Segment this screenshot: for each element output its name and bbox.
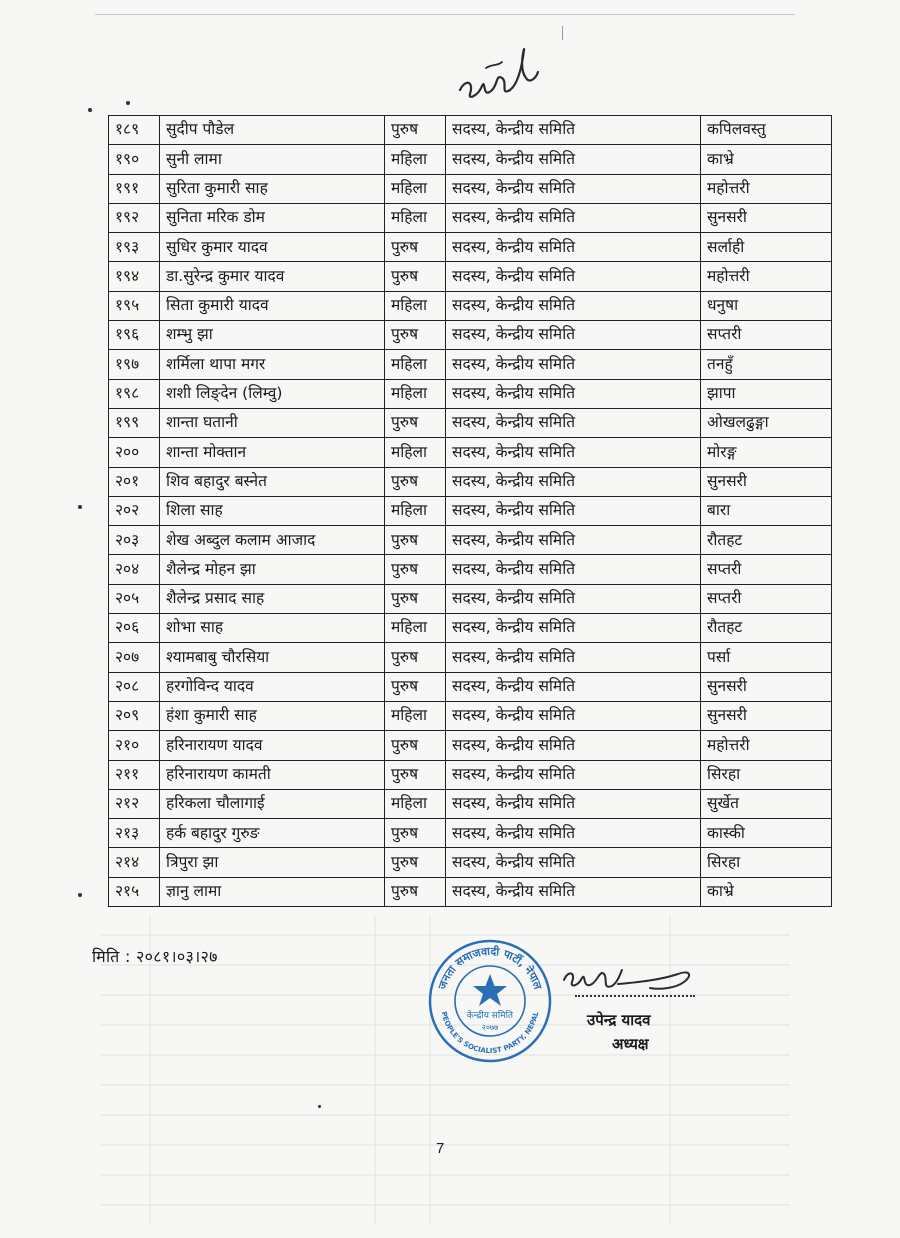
- table-row: [109, 438, 832, 467]
- serial-number-cell: २००: [109, 438, 160, 467]
- post-cell: सदस्य, केन्द्रीय समिति: [446, 379, 701, 408]
- gender-cell: महिला: [385, 701, 446, 730]
- seal-year: २०७७: [481, 1023, 499, 1032]
- serial-number-cell: २०४: [109, 555, 160, 584]
- district-cell: पर्सा: [701, 643, 832, 672]
- post-cell: सदस्य, केन्द्रीय समिति: [446, 438, 701, 467]
- district-cell: बारा: [701, 496, 832, 525]
- district-cell: रौतहट: [701, 614, 832, 643]
- post-cell: सदस्य, केन्द्रीय समिति: [446, 731, 701, 760]
- gender-cell: पुरुष: [385, 584, 446, 613]
- table-row: [109, 145, 832, 174]
- serial-number-cell: २०२: [109, 496, 160, 525]
- post-cell: सदस्य, केन्द्रीय समिति: [446, 877, 701, 906]
- district-cell: झापा: [701, 379, 832, 408]
- member-name-cell: शम्भु झा: [160, 321, 385, 350]
- serial-number-cell: १९६: [109, 321, 160, 350]
- table-row: [109, 496, 832, 525]
- member-name-cell: सुनी लामा: [160, 145, 385, 174]
- member-name-cell: शर्मिला थापा मगर: [160, 350, 385, 379]
- post-cell: सदस्य, केन्द्रीय समिति: [446, 701, 701, 730]
- gender-cell: पुरुष: [385, 116, 446, 145]
- post-cell: सदस्य, केन्द्रीय समिति: [446, 496, 701, 525]
- serial-number-cell: २०३: [109, 526, 160, 555]
- gender-cell: महिला: [385, 496, 446, 525]
- post-cell: सदस्य, केन्द्रीय समिति: [446, 555, 701, 584]
- gender-cell: महिला: [385, 145, 446, 174]
- gender-cell: पुरुष: [385, 877, 446, 906]
- member-name-cell: शशी लिङ्देन (लिम्वु): [160, 379, 385, 408]
- scan-mark: [562, 26, 563, 40]
- table-row: [109, 116, 832, 145]
- serial-number-cell: २१३: [109, 819, 160, 848]
- serial-number-cell: १९२: [109, 203, 160, 232]
- serial-number-cell: २०१: [109, 467, 160, 496]
- gender-cell: महिला: [385, 203, 446, 232]
- district-cell: सुनसरी: [701, 701, 832, 730]
- district-cell: सर्लाही: [701, 233, 832, 262]
- member-name-cell: हंशा कुमारी साह: [160, 701, 385, 730]
- member-name-cell: शान्ता घतानी: [160, 408, 385, 437]
- table-row: [109, 672, 832, 701]
- post-cell: सदस्य, केन्द्रीय समिति: [446, 145, 701, 174]
- member-name-cell: श्यामबाबु चौरसिया: [160, 643, 385, 672]
- member-name-cell: डा.सुरेन्द्र कुमार यादव: [160, 262, 385, 291]
- gender-cell: पुरुष: [385, 848, 446, 877]
- gender-cell: महिला: [385, 438, 446, 467]
- table-row: [109, 584, 832, 613]
- scan-speck: [78, 505, 82, 509]
- district-cell: सुनसरी: [701, 203, 832, 232]
- seal-org-english: PEOPLE'S SOCIALIST PARTY, NEPAL: [439, 1010, 541, 1056]
- date-line: मिति : २०८१।०३।२७: [92, 947, 218, 966]
- district-cell: मोरङ्ग: [701, 438, 832, 467]
- member-name-cell: शिला साह: [160, 496, 385, 525]
- serial-number-cell: २१५: [109, 877, 160, 906]
- district-cell: काभ्रे: [701, 877, 832, 906]
- district-cell: महोत्तरी: [701, 731, 832, 760]
- party-seal: [427, 938, 553, 1064]
- post-cell: सदस्य, केन्द्रीय समिति: [446, 174, 701, 203]
- district-cell: महोत्तरी: [701, 174, 832, 203]
- post-cell: सदस्य, केन्द्रीय समिति: [446, 408, 701, 437]
- scan-edge-line: [95, 14, 795, 15]
- gender-cell: महिला: [385, 379, 446, 408]
- post-cell: सदस्य, केन्द्रीय समिति: [446, 672, 701, 701]
- serial-number-cell: २०७: [109, 643, 160, 672]
- table-row: [109, 526, 832, 555]
- post-cell: सदस्य, केन्द्रीय समिति: [446, 203, 701, 232]
- table-row: [109, 760, 832, 789]
- gender-cell: पुरुष: [385, 526, 446, 555]
- member-name-cell: सिता कुमारी यादव: [160, 291, 385, 320]
- table-row: [109, 555, 832, 584]
- table-row: [109, 877, 832, 906]
- post-cell: सदस्य, केन्द्रीय समिति: [446, 643, 701, 672]
- members-table-body: [109, 116, 832, 907]
- district-cell: कपिलवस्तु: [701, 116, 832, 145]
- member-name-cell: सुदीप पौडेल: [160, 116, 385, 145]
- district-cell: सिरहा: [701, 760, 832, 789]
- signer-name: उपेन्द्र यादव: [587, 1011, 651, 1029]
- post-cell: सदस्य, केन्द्रीय समिति: [446, 233, 701, 262]
- serial-number-cell: २०६: [109, 614, 160, 643]
- district-cell: महोत्तरी: [701, 262, 832, 291]
- member-name-cell: सुधिर कुमार यादव: [160, 233, 385, 262]
- table-row: [109, 408, 832, 437]
- table-row: [109, 819, 832, 848]
- member-name-cell: शिव बहादुर बस्नेत: [160, 467, 385, 496]
- table-row: [109, 379, 832, 408]
- table-row: [109, 262, 832, 291]
- table-row: [109, 731, 832, 760]
- post-cell: सदस्य, केन्द्रीय समिति: [446, 321, 701, 350]
- gender-cell: महिला: [385, 174, 446, 203]
- serial-number-cell: २१४: [109, 848, 160, 877]
- scan-speck: [88, 108, 92, 112]
- gender-cell: पुरुष: [385, 467, 446, 496]
- member-name-cell: हरिकला चौलागाई: [160, 789, 385, 818]
- post-cell: सदस्य, केन्द्रीय समिति: [446, 116, 701, 145]
- serial-number-cell: २०८: [109, 672, 160, 701]
- member-name-cell: शेख अब्दुल कलाम आजाद: [160, 526, 385, 555]
- member-name-cell: सुरिता कुमारी साह: [160, 174, 385, 203]
- member-name-cell: शैलेन्द्र मोहन झा: [160, 555, 385, 584]
- member-name-cell: हरिनारायण यादव: [160, 731, 385, 760]
- gender-cell: पुरुष: [385, 643, 446, 672]
- gender-cell: पुरुष: [385, 408, 446, 437]
- serial-number-cell: २११: [109, 760, 160, 789]
- serial-number-cell: १९५: [109, 291, 160, 320]
- post-cell: सदस्य, केन्द्रीय समिति: [446, 848, 701, 877]
- gender-cell: पुरुष: [385, 819, 446, 848]
- member-name-cell: ज्ञानु लामा: [160, 877, 385, 906]
- district-cell: ओखलढुङ्गा: [701, 408, 832, 437]
- table-row: [109, 174, 832, 203]
- post-cell: सदस्य, केन्द्रीय समिति: [446, 291, 701, 320]
- serial-number-cell: १९७: [109, 350, 160, 379]
- district-cell: रौतहट: [701, 526, 832, 555]
- gender-cell: महिला: [385, 789, 446, 818]
- serial-number-cell: १९०: [109, 145, 160, 174]
- district-cell: सिरहा: [701, 848, 832, 877]
- serial-number-cell: १९८: [109, 379, 160, 408]
- gender-cell: पुरुष: [385, 731, 446, 760]
- post-cell: सदस्य, केन्द्रीय समिति: [446, 262, 701, 291]
- member-name-cell: हरगोविन्द यादव: [160, 672, 385, 701]
- gender-cell: महिला: [385, 291, 446, 320]
- member-name-cell: शोभा साह: [160, 614, 385, 643]
- gender-cell: पुरुष: [385, 321, 446, 350]
- district-cell: सुनसरी: [701, 467, 832, 496]
- scan-speck: [126, 101, 130, 105]
- gender-cell: पुरुष: [385, 672, 446, 701]
- district-cell: कास्की: [701, 819, 832, 848]
- post-cell: सदस्य, केन्द्रीय समिति: [446, 467, 701, 496]
- serial-number-cell: २०५: [109, 584, 160, 613]
- serial-number-cell: २१२: [109, 789, 160, 818]
- page-number: 7: [436, 1140, 445, 1157]
- signature-dotted-line: [575, 995, 695, 997]
- serial-number-cell: १८९: [109, 116, 160, 145]
- gender-cell: पुरुष: [385, 233, 446, 262]
- serial-number-cell: २१०: [109, 731, 160, 760]
- seal-committee: केन्द्रीय समिति: [466, 1011, 514, 1021]
- district-cell: सप्तरी: [701, 321, 832, 350]
- table-row: [109, 233, 832, 262]
- serial-number-cell: २०९: [109, 701, 160, 730]
- signature-top: [452, 38, 542, 108]
- table-row: [109, 467, 832, 496]
- table-row: [109, 701, 832, 730]
- district-cell: सप्तरी: [701, 584, 832, 613]
- scan-speck: [78, 893, 82, 897]
- gender-cell: पुरुष: [385, 262, 446, 291]
- seal-org-nepali: जनता समाजवादी पार्टी, नेपाल: [435, 944, 545, 991]
- post-cell: सदस्य, केन्द्रीय समिति: [446, 760, 701, 789]
- member-name-cell: सुनिता मरिक डोम: [160, 203, 385, 232]
- member-name-cell: हर्क बहादुर गुरुङ: [160, 819, 385, 848]
- signature-bottom: [560, 960, 700, 1000]
- serial-number-cell: १९३: [109, 233, 160, 262]
- district-cell: सुनसरी: [701, 672, 832, 701]
- post-cell: सदस्य, केन्द्रीय समिति: [446, 350, 701, 379]
- gender-cell: महिला: [385, 614, 446, 643]
- post-cell: सदस्य, केन्द्रीय समिति: [446, 819, 701, 848]
- gender-cell: पुरुष: [385, 555, 446, 584]
- member-name-cell: शैलेन्द्र प्रसाद साह: [160, 584, 385, 613]
- district-cell: सुर्खेत: [701, 789, 832, 818]
- post-cell: सदस्य, केन्द्रीय समिति: [446, 789, 701, 818]
- gender-cell: महिला: [385, 350, 446, 379]
- district-cell: तनहुँ: [701, 350, 832, 379]
- district-cell: सप्तरी: [701, 555, 832, 584]
- serial-number-cell: १९१: [109, 174, 160, 203]
- post-cell: सदस्य, केन्द्रीय समिति: [446, 614, 701, 643]
- table-row: [109, 291, 832, 320]
- member-name-cell: त्रिपुरा झा: [160, 848, 385, 877]
- serial-number-cell: १९९: [109, 408, 160, 437]
- star-icon: [473, 974, 507, 1006]
- members-table: [108, 115, 832, 907]
- table-row: [109, 643, 832, 672]
- table-row: [109, 848, 832, 877]
- post-cell: सदस्य, केन्द्रीय समिति: [446, 584, 701, 613]
- post-cell: सदस्य, केन्द्रीय समिति: [446, 526, 701, 555]
- district-cell: काभ्रे: [701, 145, 832, 174]
- table-row: [109, 350, 832, 379]
- table-row: [109, 789, 832, 818]
- district-cell: धनुषा: [701, 291, 832, 320]
- serial-number-cell: १९४: [109, 262, 160, 291]
- table-row: [109, 203, 832, 232]
- table-row: [109, 614, 832, 643]
- signer-title: अध्यक्ष: [612, 1035, 649, 1053]
- member-name-cell: शान्ता मोक्तान: [160, 438, 385, 467]
- member-name-cell: हरिनारायण कामती: [160, 760, 385, 789]
- gender-cell: पुरुष: [385, 760, 446, 789]
- table-row: [109, 321, 832, 350]
